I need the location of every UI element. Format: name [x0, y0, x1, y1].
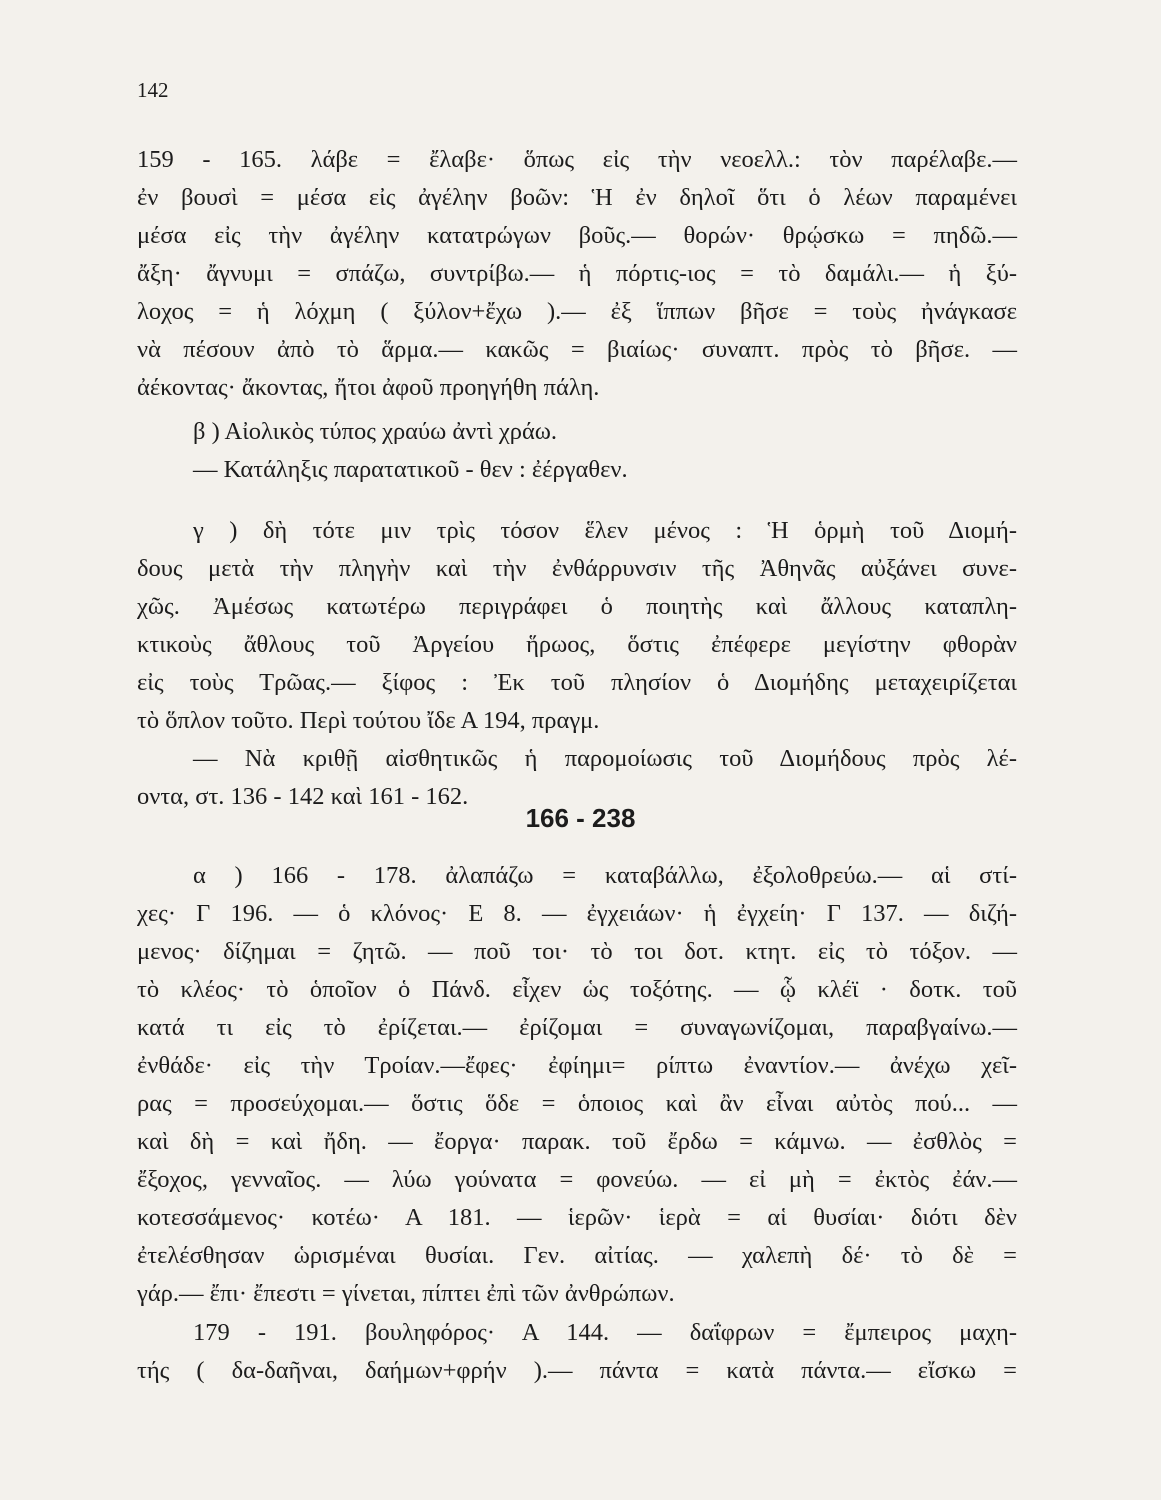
text-line: κατά τι εἰς τὸ ἐρίζεται.— ἐρίζομαι = συναγωνίζομαι, παραβγαίνω.— [137, 1014, 1017, 1041]
text-line: τὸ ὅπλον τοῦτο. Περὶ τούτου ἴδε Α 194, πραγμ. [137, 707, 600, 734]
text-line: β ) Αἰολικὸς τύπος χραύω ἀντὶ χράω. [193, 418, 558, 445]
text-line: κοτεσσάμενος· κοτέω· Α 181. — ἱερῶν· ἱερὰ = αἱ θυσίαι· διότι δὲν [137, 1204, 1017, 1231]
text-line: εἰς τοὺς Τρῶας.— ξίφος : Ἐκ τοῦ πλησίον ὁ Διομήδης μεταχειρίζεται [137, 669, 1017, 696]
text-line: — Κατάληξις παρατατικοῦ - θεν : ἐέργαθεν. [193, 456, 628, 483]
text-line: οντα, στ. 136 - 142 καὶ 161 - 162. [137, 783, 469, 810]
paragraph-gamma [137, 512, 1017, 816]
text-line: ἐνθάδε· εἰς τὴν Τροίαν.—ἔφες· ἐφίημι= ρίπτω ἐναντίον.— ἀνέχω χεῖ- [137, 1052, 1017, 1079]
text-line: καὶ δὴ = καὶ ἤδη. — ἔοργα· παρακ. τοῦ ἔρδω = κάμνω. — ἐσθλὸς = [137, 1128, 1017, 1155]
text-line: μενος· δίζημαι = ζητῶ. — ποῦ τοι· τὸ τοι δοτ. κτητ. εἰς τὸ τόξον. — [137, 938, 1017, 965]
text-line: μέσα εἰς τὴν ἀγέλην κατατρώγων βοῦς.— θορών· θρῴσκω = πηδῶ.— [137, 222, 1017, 249]
paragraph-179-191 [137, 1314, 1017, 1390]
page-number: 142 [137, 78, 169, 102]
text-line: ἔξοχος, γενναῖος. — λύω γούνατα = φονεύω. — εἰ μὴ = ἐκτὸς ἐάν.— [137, 1166, 1017, 1193]
text-line: χῶς. Ἀμέσως κατωτέρω περιγράφει ὁ ποιητὴς καὶ ἄλλους καταπλη- [137, 593, 1017, 620]
text-line: 179 - 191. βουληφόρος· Α 144. — δαΐφρων = ἔμπειρος μαχη- [193, 1319, 1017, 1346]
paragraph-166-178 [137, 857, 1017, 1313]
text-line: τής ( δα-δαῆναι, δαήμων+φρήν ).— πάντα = κατὰ πάντα.— εἴσκω = [137, 1357, 1017, 1384]
paragraph-beta [193, 413, 1017, 489]
text-line: α ) 166 - 178. ἀλαπάζω = καταβάλλω, ἐξολοθρεύω.— αἱ στί- [193, 862, 1017, 889]
text-line: 159 - 165. λάβε = ἔλαβε· ὅπως εἰς τὴν νεοελλ.: τὸν παρέλαβε.— [137, 146, 1017, 173]
text-line: χες· Γ 196. — ὁ κλόνος· Ε 8. — ἐγχειάων· ἡ ἐγχείη· Γ 137. — διζή- [137, 900, 1017, 927]
text-line: νὰ πέσουν ἀπὸ τὸ ἅρμα.— κακῶς = βιαίως· συναπτ. πρὸς τὸ βῆσε. — [137, 336, 1017, 363]
paragraph-159-165 [137, 141, 1017, 407]
text-line: κτικοὺς ἄθλους τοῦ Ἀργείου ἥρωος, ὅστις ἐπέφερε μεγίστην φθορὰν [137, 631, 1017, 658]
text-line: ἄξη· ἄγνυμι = σπάζω, συντρίβω.— ἡ πόρτις-ιος = τὸ δαμάλι.— ἡ ξύ- [137, 260, 1017, 287]
text-line: γ ) δὴ τότε μιν τρὶς τόσον ἕλεν μένος : Ἡ ὁρμὴ τοῦ Διομή- [193, 517, 1017, 544]
section-heading: 166 - 238 [525, 803, 636, 833]
text-line: ἐν βουσὶ = μέσα εἰς ἀγέλην βοῶν: Ἡ ἐν δηλοῖ ὅτι ὁ λέων παραμένει [137, 184, 1017, 211]
text-line: ἐτελέσθησαν ὡρισμέναι θυσίαι. Γεν. αἰτίας. — χαλεπὴ δέ· τὸ δὲ = [137, 1242, 1017, 1269]
text-line: — Νὰ κριθῇ αἰσθητικῶς ἡ παρομοίωσις τοῦ Διομήδους πρὸς λέ- [193, 745, 1017, 772]
text-line: γάρ.— ἔπι· ἔπεστι = γίνεται, πίπτει ἐπὶ τῶν ἀνθρώπων. [137, 1280, 675, 1307]
text-line: λοχος = ἡ λόχμη ( ξύλον+ἔχω ).— ἐξ ἵππων βῆσε = τοὺς ἠνάγκασε [137, 298, 1017, 325]
text-line: δους μετὰ τὴν πληγὴν καὶ τὴν ἐνθάρρυνσιν τῆς Ἀθηνᾶς αὐξάνει συνε- [137, 555, 1017, 582]
text-line: τὸ κλέος· τὸ ὁποῖον ὁ Πάνδ. εἶχεν ὡς τοξότης. — ᾧ κλέϊ · δοτκ. τοῦ [137, 976, 1017, 1003]
text-line: ρας = προσεύχομαι.— ὅστις ὅδε = ὁποιος καὶ ἂν εἶναι αὐτὸς πού... — [137, 1090, 1017, 1117]
text-line: ἀέκοντας· ἄκοντας, ἤτοι ἀφοῦ προηγήθη πάλη. [137, 374, 600, 401]
